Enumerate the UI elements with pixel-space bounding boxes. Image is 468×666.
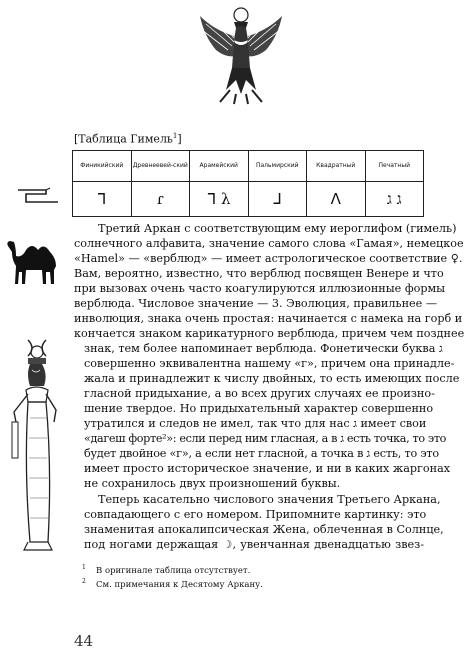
footnote-2-text: См. примечания к Десятому Аркану. <box>96 580 263 590</box>
body-line-21: знаменитая апокалипсическая Жена, облеченная в Солнце, <box>84 523 444 536</box>
body-line-12: гласной придыхание, а во всех других случаях ее произно- <box>84 387 435 400</box>
body-line-8: кончается знаком карикатурного верблюда, причем чем позднее <box>74 327 465 340</box>
body-line-19: Теперь касательно числового значения Третьего Аркана, <box>98 493 441 506</box>
body-line-4: Вам, вероятно, известно, что верблюд посвящен Венере и что <box>74 267 444 280</box>
body-line-9: знак, тем более напоминает верблюда. Фонетически буква ג <box>84 342 443 355</box>
body-line-1: Третий Аркан с соответствующим ему иероглифом (гимель) <box>98 222 457 235</box>
glyph-phoenician: ᒣ <box>73 182 132 217</box>
body-line-22: под ногами держащая ☽, увенчанная двенадцатью звез- <box>84 538 424 551</box>
page-number: 44 <box>74 632 94 650</box>
body-line-14: утратился и следов не имел, так что для нас ג имеет свои <box>84 417 427 430</box>
footnote-1-text: В оригинале таблица отсутствует. <box>96 566 251 576</box>
body-line-17: имеет просто историческое значение, и ни в каких жаргонах <box>84 462 451 475</box>
body-line-5: при вызовах очень часто коагулируются иллюзионные формы <box>74 282 446 295</box>
egyptian-goddess-illustration <box>6 338 76 553</box>
body-line-10: совершенно эквивалентна нашему «г», причем она принадле- <box>84 357 455 370</box>
body-line-2: солнечного алфавита, значение самого слова «Гамая», немецкое <box>74 237 464 250</box>
header-old-hebrew: Древнеевей-ский <box>131 151 190 182</box>
footnote-ref-1: 1 <box>172 132 178 140</box>
footnote-1-number: 1 <box>82 564 86 571</box>
body-line-16: будет двойное «г», а если нет гласной, а точка в ג есть, то это <box>84 447 439 460</box>
hieroglyph-icon <box>16 186 62 204</box>
header-square: Квадратный <box>307 151 366 182</box>
body-line-13: шение твердое. Но придыхательный характер совершенно <box>84 402 434 415</box>
glyph-printed: ג ג <box>365 182 424 217</box>
glyph-old-hebrew: ɾ <box>131 182 190 217</box>
body-line-7: инволюция, знака очень простая: начинается с намека на горб и <box>74 312 463 325</box>
body-line-18: не сохранилось двух произношений буквы. <box>84 477 341 490</box>
body-line-6: верблюда. Числовое значение — 3. Эволюция, правильнее — <box>74 297 438 310</box>
gimel-alphabet-table <box>72 150 424 217</box>
header-phoenician: Финикийский <box>73 151 132 182</box>
table-caption: [Таблица Гимель$^1$] <box>74 132 182 146</box>
header-palmyrene: Пальмирский <box>248 151 307 182</box>
body-line-20: совпадающего с его номером. Припомните картинку: это <box>84 508 427 521</box>
falcon-illustration <box>196 6 286 106</box>
glyph-square: ꓥ <box>307 182 366 217</box>
footnote-2-number: 2 <box>82 578 86 585</box>
body-line-15: «дагеш форте²»: если перед ним гласная, а в ג есть точка, то это <box>84 432 447 445</box>
body-line-3: «Hamel» — «верблюд» — имеет астрологическое соответствие ♀. <box>74 252 463 265</box>
header-aramaic: Арамейский <box>190 151 249 182</box>
glyph-aramaic: ᒣ λ <box>190 182 249 217</box>
header-printed: Печатный <box>365 151 424 182</box>
glyph-palmyrene: ᒧ <box>248 182 307 217</box>
camel-icon <box>4 236 62 286</box>
body-line-11: жала и принадлежит к числу двойных, то есть имеющих после <box>84 372 460 385</box>
